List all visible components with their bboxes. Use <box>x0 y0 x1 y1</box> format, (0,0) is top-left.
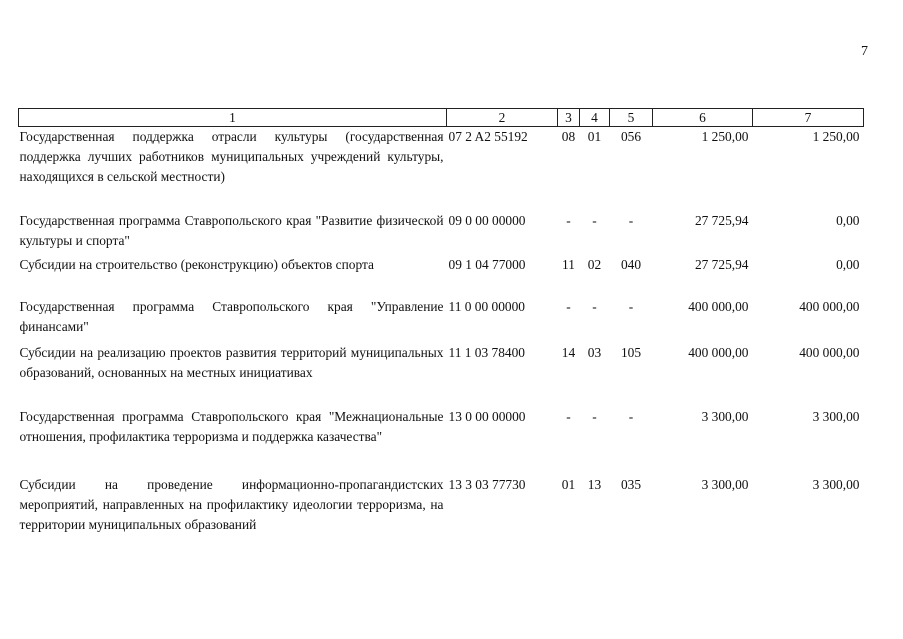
row-name: Государственная программа Ставропольского края "Управление финансами" <box>19 298 444 334</box>
row-col-7: 0,00 <box>836 212 860 228</box>
table-row <box>19 127 864 211</box>
row-col-5: 040 <box>620 256 642 272</box>
row-code: 09 0 00 00000 <box>448 212 526 228</box>
budget-table <box>18 108 864 539</box>
header-col-4: 4 <box>580 109 610 127</box>
row-col-5: 105 <box>620 344 642 360</box>
row-col-7: 3 300,00 <box>812 408 860 424</box>
row-col-6: 400 000,00 <box>688 298 749 314</box>
row-col-5: 035 <box>620 476 642 492</box>
row-col-4: 03 <box>587 344 602 360</box>
row-col-7: 400 000,00 <box>799 344 860 360</box>
row-col-5: - <box>628 298 634 314</box>
row-col-4: - <box>592 212 597 228</box>
header-col-2: 2 <box>447 109 558 127</box>
page-number: 7 <box>861 44 868 59</box>
row-code: 09 1 04 77000 <box>448 256 526 272</box>
row-col-7: 400 000,00 <box>799 298 860 314</box>
row-col-3: 08 <box>561 129 576 144</box>
row-col-3: - <box>566 212 571 228</box>
row-name: Субсидии на реализацию проектов развития территорий муниципальных образований, основанных на местных инициативах <box>19 344 444 380</box>
row-col-3: - <box>566 298 571 314</box>
row-col-4: 01 <box>587 129 602 144</box>
row-col-6: 27 725,94 <box>694 256 749 272</box>
header-col-7: 7 <box>753 109 864 127</box>
row-code: 13 3 03 77730 <box>448 476 526 492</box>
table-row <box>19 475 864 539</box>
row-col-3: - <box>566 408 571 424</box>
header-col-6: 6 <box>653 109 753 127</box>
row-col-7: 3 300,00 <box>812 476 860 492</box>
row-code: 07 2 A2 55192 <box>448 129 528 144</box>
row-col-5: - <box>628 408 634 424</box>
row-col-6: 1 250,00 <box>701 129 749 144</box>
row-col-6: 27 725,94 <box>694 212 749 228</box>
row-name: Субсидии на строительство (реконструкцию) объектов спорта <box>19 256 374 272</box>
row-col-4: - <box>592 298 597 314</box>
row-col-3: 01 <box>561 476 576 492</box>
row-col-4: - <box>592 408 597 424</box>
row-col-3: 14 <box>561 344 576 360</box>
row-code: 11 1 03 78400 <box>448 344 525 360</box>
row-col-4: 13 <box>587 476 602 492</box>
row-code: 11 0 00 00000 <box>448 298 525 314</box>
row-col-6: 400 000,00 <box>688 344 749 360</box>
row-col-5: 056 <box>620 129 642 144</box>
row-name: Субсидии на проведение информационно-пропагандистских мероприятий, направленных на профилактику идеологии терроризма, на территории муниципальных образований <box>19 476 444 532</box>
header-row <box>19 109 864 127</box>
row-col-4: 02 <box>587 256 602 272</box>
header-col-1: 1 <box>19 109 447 127</box>
row-name: Государственная программа Ставропольского края "Межнациональные отношения, профилактика терроризма и поддержка казачества" <box>19 408 444 444</box>
row-col-7: 1 250,00 <box>812 129 860 144</box>
table-row <box>19 297 864 343</box>
table-row <box>19 211 864 255</box>
row-name: Государственная поддержка отрасли культуры (государственная поддержка лучших работников муниципальных учреждений культуры, находящихся в сельской местности) <box>19 129 444 184</box>
row-name: Государственная программа Ставропольского края "Развитие физической культуры и спорта" <box>19 212 444 248</box>
table-row <box>19 407 864 475</box>
row-col-6: 3 300,00 <box>701 408 749 424</box>
header-col-3: 3 <box>558 109 580 127</box>
header-col-5: 5 <box>610 109 653 127</box>
row-col-6: 3 300,00 <box>701 476 749 492</box>
row-col-3: 11 <box>562 256 575 272</box>
row-col-7: 0,00 <box>836 256 860 272</box>
table-row <box>19 343 864 407</box>
row-col-5: - <box>628 212 634 228</box>
table-row <box>19 255 864 297</box>
row-code: 13 0 00 00000 <box>448 408 526 424</box>
